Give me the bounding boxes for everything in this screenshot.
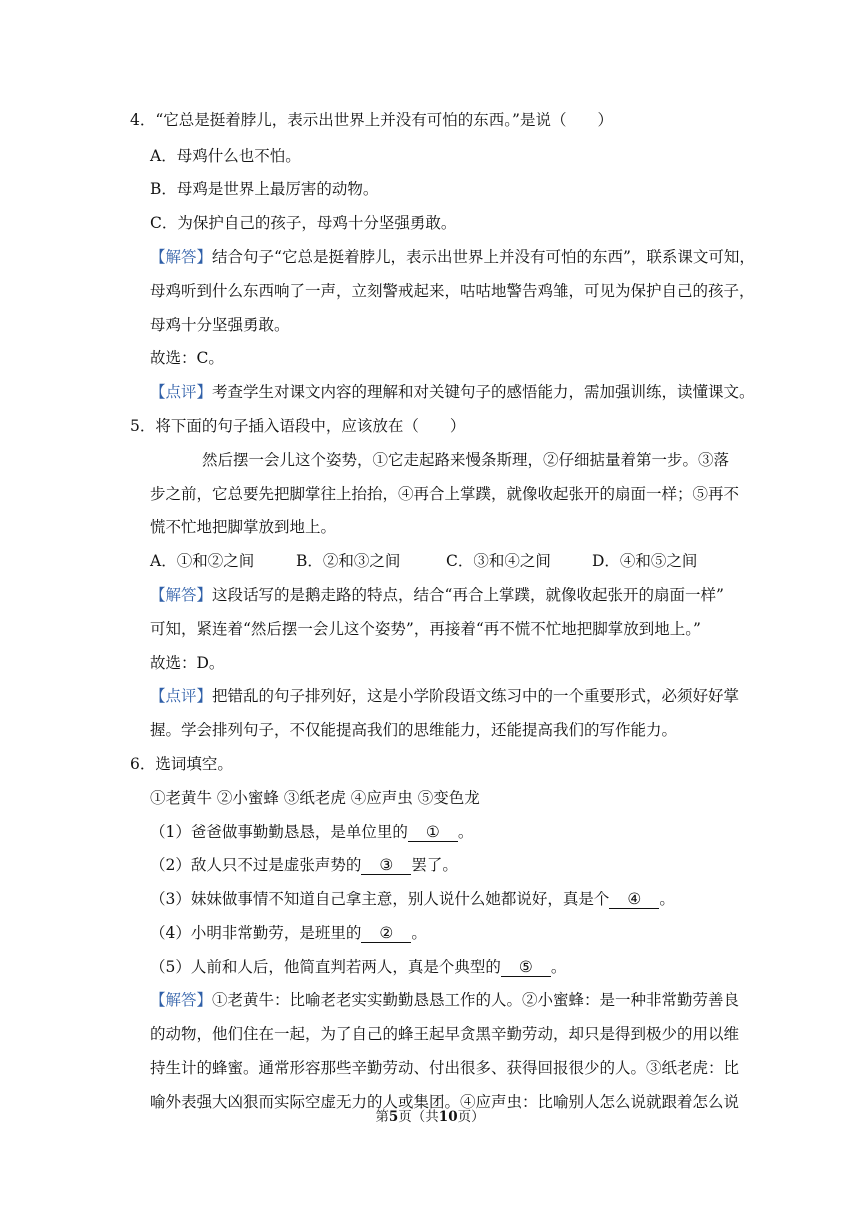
question-5-answer-line-2: 可知，紧连着“然后摆一会儿这个姿势”，再接着“再不慌不忙地把脚掌放到地上。” xyxy=(150,620,701,638)
question-6-answer-line-3: 持生计的蜂蜜。通常形容那些辛勤劳动、付出很多、获得回报很少的人。③纸老虎：比 xyxy=(150,1059,740,1077)
question-5-stem: 5．将下面的句子插入语段中，应该放在（ ） xyxy=(130,417,466,435)
question-5-option-a: A．①和②之间 xyxy=(150,552,255,570)
page-total: 10 xyxy=(438,1109,458,1125)
question-4-option-b: B．母鸡是世界上最厉害的动物。 xyxy=(150,180,379,198)
question-5-option-c: C．③和④之间 xyxy=(446,552,551,570)
question-6-answer-line-4: 喻外表强大凶狠而实际空虚无力的人或集团。④应声虫：比喻别人怎么说就跟着怎么说 xyxy=(150,1093,740,1111)
question-5-option-b: B．②和③之间 xyxy=(296,552,401,570)
question-5-comment-line-2: 握。学会排列句子，不仅能提高我们的思维能力，还能提高我们的写作能力。 xyxy=(150,721,678,739)
question-6-stem: 6．选词填空。 xyxy=(130,755,233,773)
question-6-answer-line-1: 【解答】①老黄牛：比喻老老实实勤勤恳恳工作的人。②小蜜蜂：是一种非常勤劳善良 xyxy=(150,991,740,1009)
question-6-item-1: （1）爸爸做事勤勤恳恳，是单位里的 ① 。 xyxy=(150,823,474,841)
fill-blank: ⑤ xyxy=(501,958,551,977)
question-4-option-a: A．母鸡什么也不怕。 xyxy=(150,147,301,165)
comment-tag: 【点评】 xyxy=(150,687,213,705)
question-4-answer-line-2: 母鸡听到什么东西响了一声，立刻警戒起来，咕咕地警告鸡雏，可见为保护自己的孩子， xyxy=(150,282,755,300)
question-4-choice: 故选：C。 xyxy=(150,349,224,367)
question-5-passage-line-2: 步之前，它总要先把脚掌往上抬抬，④再合上掌蹼，就像收起张开的扇面一样；⑤再不 xyxy=(150,485,740,503)
question-5-passage-line-1: 然后摆一会儿这个姿势，①它走起路来慢条斯理，②仔细掂量着第一步。③落 xyxy=(202,451,730,469)
question-6-item-2: （2）敌人只不过是虚张声势的 ③ 罢了。 xyxy=(150,856,458,874)
question-4-answer-line-3: 母鸡十分坚强勇敢。 xyxy=(150,316,290,334)
question-4-comment: 【点评】考查学生对课文内容的理解和对关键句子的感悟能力，需加强训练，读懂课文。 xyxy=(150,383,755,401)
question-6-item-4: （4）小明非常勤劳，是班里的 ② 。 xyxy=(150,924,427,942)
question-5-comment-line-1: 【点评】把错乱的句子排列好，这是小学阶段语文练习中的一个重要形式，必须好好掌 xyxy=(150,687,740,705)
question-4-stem: 4．“它总是挺着脖儿，表示出世界上并没有可怕的东西。”是说（ ） xyxy=(130,111,613,129)
question-4-option-c: C．为保护自己的孩子，母鸡十分坚强勇敢。 xyxy=(150,214,457,232)
question-6-item-3: （3）妹妹做事情不知道自己拿主意，别人说什么她都说好，真是个 ④ 。 xyxy=(150,890,675,908)
question-4-answer-line-1: 【解答】结合句子“它总是挺着脖儿，表示出世界上并没有可怕的东西”，联系课文可知， xyxy=(150,248,755,266)
question-6-item-5: （5）人前和人后，他简直判若两人，真是个典型的 ⑤ 。 xyxy=(150,958,567,976)
fill-blank: ③ xyxy=(361,856,411,875)
question-6-answer-line-2: 的动物，他们住在一起，为了自己的蜂王起早贪黑辛勤劳动，却只是得到极少的用以维 xyxy=(150,1025,740,1043)
fill-blank: ① xyxy=(408,823,458,842)
page-number: 5 xyxy=(388,1109,399,1125)
answer-tag: 【解答】 xyxy=(150,991,213,1009)
fill-blank: ② xyxy=(361,924,411,943)
question-5-answer-line-1: 【解答】这段话写的是鹅走路的特点，结合“再合上掌蹼，就像收起张开的扇面一样” xyxy=(150,586,724,604)
answer-tag: 【解答】 xyxy=(150,586,213,604)
question-6-word-bank: ①老黄牛 ②小蜜蜂 ③纸老虎 ④应声虫 ⑤变色龙 xyxy=(150,789,480,807)
page-footer: 第5页（共10页） xyxy=(375,1109,485,1125)
fill-blank: ④ xyxy=(609,890,659,909)
question-5-passage-line-3: 慌不忙地把脚掌放到地上。 xyxy=(150,518,337,536)
comment-tag: 【点评】 xyxy=(150,383,213,401)
question-5-choice: 故选：D。 xyxy=(150,654,225,672)
answer-tag: 【解答】 xyxy=(150,248,213,266)
question-5-option-d: D．④和⑤之间 xyxy=(592,552,698,570)
